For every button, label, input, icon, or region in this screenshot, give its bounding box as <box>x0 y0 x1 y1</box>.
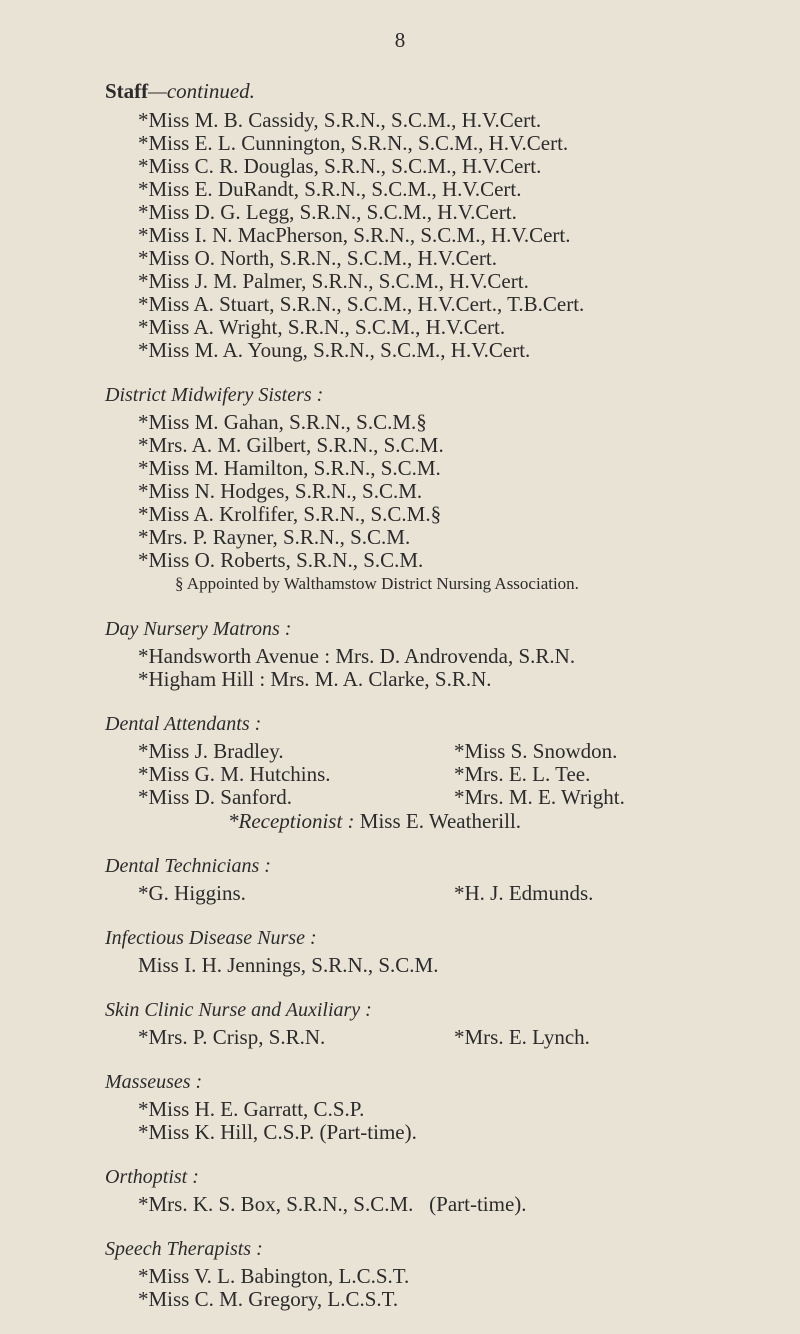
receptionist-line <box>105 809 745 833</box>
list-item: *Mrs. P. Crisp, S.R.N. <box>138 1025 326 1049</box>
list-item: *G. Higgins. <box>138 881 246 905</box>
day-nursery-title: Day Nursery Matrons : <box>105 618 292 640</box>
list-item: *Miss D. G. Legg, S.R.N., S.C.M., H.V.Cert. <box>138 200 517 224</box>
list-item: *H. J. Edmunds. <box>454 881 594 905</box>
list-item: *Miss A. Wright, S.R.N., S.C.M., H.V.Cert. <box>138 315 506 339</box>
list-item: *Miss M. Hamilton, S.R.N., S.C.M. <box>138 456 441 480</box>
list-item: *Miss I. N. MacPherson, S.R.N., S.C.M., H.V.Cert. <box>138 223 571 247</box>
district-midwifery-title: District Midwifery Sisters : <box>105 384 324 406</box>
list-item: *Mrs. E. Lynch. <box>454 1025 590 1049</box>
heading-staff: Staff <box>105 79 149 103</box>
list-item: *Miss C. M. Gregory, L.C.S.T. <box>138 1287 399 1311</box>
infectious-disease-title: Infectious Disease Nurse : <box>105 927 317 949</box>
receptionist-label: *Receptionist : <box>228 809 355 833</box>
list-item: *Miss V. L. Babington, L.C.S.T. <box>138 1264 410 1288</box>
list-item: *Miss D. Sanford. <box>138 785 293 809</box>
list-item: *Miss K. Hill, C.S.P. (Part-time). <box>138 1120 417 1144</box>
list-item: *Handsworth Avenue : Mrs. D. Androvenda, S.R.N. <box>138 644 576 668</box>
page-number: 8 <box>394 28 406 52</box>
list-item: *Miss O. North, S.R.N., S.C.M., H.V.Cert. <box>138 246 497 270</box>
list-item: *Miss E. L. Cunnington, S.R.N., S.C.M., H.V.Cert. <box>138 131 569 155</box>
table-row <box>105 786 745 809</box>
list-item: *Miss A. Krolfifer, S.R.N., S.C.M.§ <box>138 502 442 526</box>
footnote: § Appointed by Walthamstow District Nursing Association. <box>175 574 579 593</box>
table-row <box>105 1026 745 1049</box>
list-item: *Miss M. B. Cassidy, S.R.N., S.C.M., H.V.Cert. <box>138 108 542 132</box>
list-item: *Mrs. E. L. Tee. <box>454 762 591 786</box>
list-item: *Miss C. R. Douglas, S.R.N., S.C.M., H.V.Cert. <box>138 154 542 178</box>
heading-continued: —continued. <box>148 79 255 103</box>
list-item: *Miss J. M. Palmer, S.R.N., S.C.M., H.V.Cert. <box>138 269 529 293</box>
list-item: *Miss J. Bradley. <box>138 739 284 763</box>
list-item: *Miss O. Roberts, S.R.N., S.C.M. <box>138 548 424 572</box>
table-row <box>105 763 745 786</box>
list-item: *Miss A. Stuart, S.R.N., S.C.M., H.V.Cert., T.B.Cert. <box>138 292 585 316</box>
skin-clinic-title: Skin Clinic Nurse and Auxiliary : <box>105 999 372 1021</box>
list-item: *Mrs. A. M. Gilbert, S.R.N., S.C.M. <box>138 433 444 457</box>
receptionist-name: Miss E. Weatherill. <box>359 809 522 833</box>
list-item: *Miss E. DuRandt, S.R.N., S.C.M., H.V.Cert. <box>138 177 522 201</box>
list-item: *Miss S. Snowdon. <box>454 739 618 763</box>
staff-list <box>105 78 745 1311</box>
list-item: *Mrs. K. S. Box, S.R.N., S.C.M. (Part-time). <box>138 1192 527 1216</box>
list-item: *Miss H. E. Garratt, C.S.P. <box>138 1097 365 1121</box>
section-heading <box>105 78 745 104</box>
list-item: *Mrs. P. Rayner, S.R.N., S.C.M. <box>138 525 411 549</box>
list-item: *Mrs. M. E. Wright. <box>454 785 625 809</box>
orthoptist-title: Orthoptist : <box>105 1166 199 1188</box>
list-item: *Miss M. Gahan, S.R.N., S.C.M.§ <box>138 410 427 434</box>
table-row <box>105 882 745 905</box>
list-item: *Miss G. M. Hutchins. <box>138 762 331 786</box>
table-row <box>105 740 745 763</box>
list-item: *Higham Hill : Mrs. M. A. Clarke, S.R.N. <box>138 667 492 691</box>
speech-therapists-title: Speech Therapists : <box>105 1238 263 1260</box>
list-item: *Miss M. A. Young, S.R.N., S.C.M., H.V.Cert. <box>138 338 531 362</box>
list-item: Miss I. H. Jennings, S.R.N., S.C.M. <box>138 953 439 977</box>
staff-continued-list <box>105 109 745 362</box>
dental-technicians-title: Dental Technicians : <box>105 855 271 877</box>
list-item: *Miss N. Hodges, S.R.N., S.C.M. <box>138 479 423 503</box>
masseuses-title: Masseuses : <box>105 1071 203 1093</box>
dental-attendants-title: Dental Attendants : <box>105 713 262 735</box>
